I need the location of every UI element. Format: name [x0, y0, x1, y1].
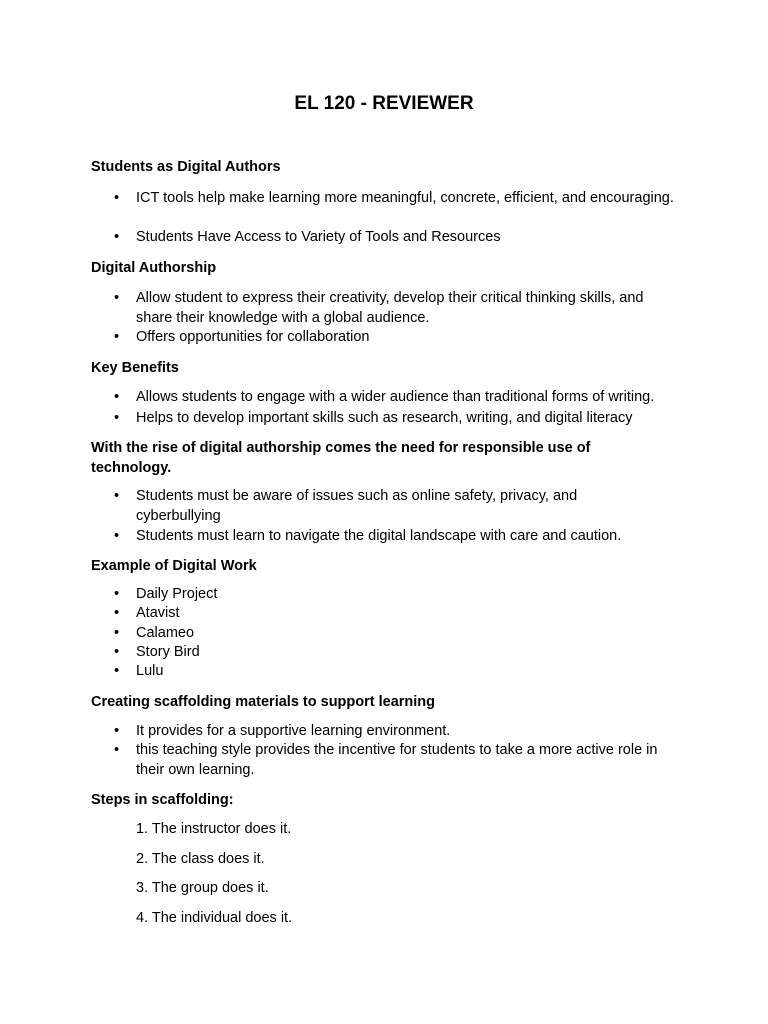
list-item-text: Helps to develop important skills such as research, writing, and digital literacy: [136, 410, 633, 426]
list-item-text: Story Bird: [136, 644, 200, 660]
list-item: [114, 487, 616, 526]
bullet-icon: •: [114, 389, 120, 405]
list-item: [114, 289, 681, 328]
step-item: 2. The class does it.: [136, 851, 265, 867]
section-heading-digital-work: Example of Digital Work: [91, 558, 257, 574]
list-item: [114, 643, 681, 663]
section-heading-steps: Steps in scaffolding:: [91, 792, 234, 808]
bullet-icon: •: [114, 290, 120, 306]
section-heading-scaffolding-materials: Creating scaffolding materials to support learning: [91, 694, 436, 710]
bullet-icon: •: [114, 605, 120, 621]
bullet-icon: •: [114, 663, 120, 679]
list-item: [114, 624, 681, 644]
page-title: EL 120 - REVIEWER: [294, 93, 474, 114]
list-item: [114, 604, 681, 624]
bullet-icon: •: [114, 329, 120, 345]
list-item: [114, 585, 681, 605]
list-item: [114, 228, 681, 248]
list-item: [114, 328, 681, 348]
list-item-text: It provides for a supportive learning environment.: [136, 723, 451, 739]
list-item-text: Calameo: [136, 625, 195, 641]
list-item: [114, 741, 686, 780]
section-heading-responsible-use: With the rise of digital authorship comes the need for responsible use of technology.: [91, 440, 591, 476]
bullet-icon: •: [114, 723, 120, 739]
bullet-icon: •: [114, 742, 120, 758]
bullet-icon: •: [114, 488, 120, 504]
bullet-icon: •: [114, 644, 120, 660]
list-item-text: Allows students to engage with a wider audience than traditional forms of writing.: [136, 389, 655, 405]
section-heading-digital-authorship: Digital Authorship: [91, 260, 217, 276]
step-item: 4. The individual does it.: [136, 910, 293, 926]
list-item-text: Students must be aware of issues such as online safety, privacy, and cyberbullying: [136, 488, 578, 524]
list-item-text: Students must learn to navigate the digital landscape with care and caution.: [136, 528, 622, 544]
list-item-text: Offers opportunities for collaboration: [136, 329, 370, 345]
bullet-icon: •: [114, 190, 120, 206]
bullet-icon: •: [114, 410, 120, 426]
list-item: [114, 527, 681, 547]
list-item-text: ICT tools help make learning more meaningful, concrete, efficient, and encouraging.: [136, 190, 674, 206]
list-item-text: this teaching style provides the incentive for students to take a more active role in their own learning.: [136, 742, 658, 778]
list-item-text: Daily Project: [136, 586, 218, 602]
bullet-icon: •: [114, 229, 120, 245]
bullet-icon: •: [114, 586, 120, 602]
step-item: 3. The group does it.: [136, 880, 269, 896]
section-heading-digital-authors: Students as Digital Authors: [91, 159, 281, 175]
list-item: [114, 722, 681, 742]
bullet-icon: •: [114, 625, 120, 641]
list-item-text: Lulu: [136, 663, 164, 679]
list-item: [114, 388, 681, 408]
list-item: [114, 662, 681, 682]
list-item-text: Atavist: [136, 605, 180, 621]
step-item: 1. The instructor does it.: [136, 821, 292, 837]
list-item: [114, 409, 681, 429]
bullet-icon: •: [114, 528, 120, 544]
list-item-text: Students Have Access to Variety of Tools and Resources: [136, 229, 501, 245]
list-item-text: Allow student to express their creativity, develop their critical thinking skills, and share their knowledge with a global audience.: [136, 290, 644, 326]
section-heading-key-benefits: Key Benefits: [91, 360, 179, 376]
list-item: [114, 189, 681, 209]
